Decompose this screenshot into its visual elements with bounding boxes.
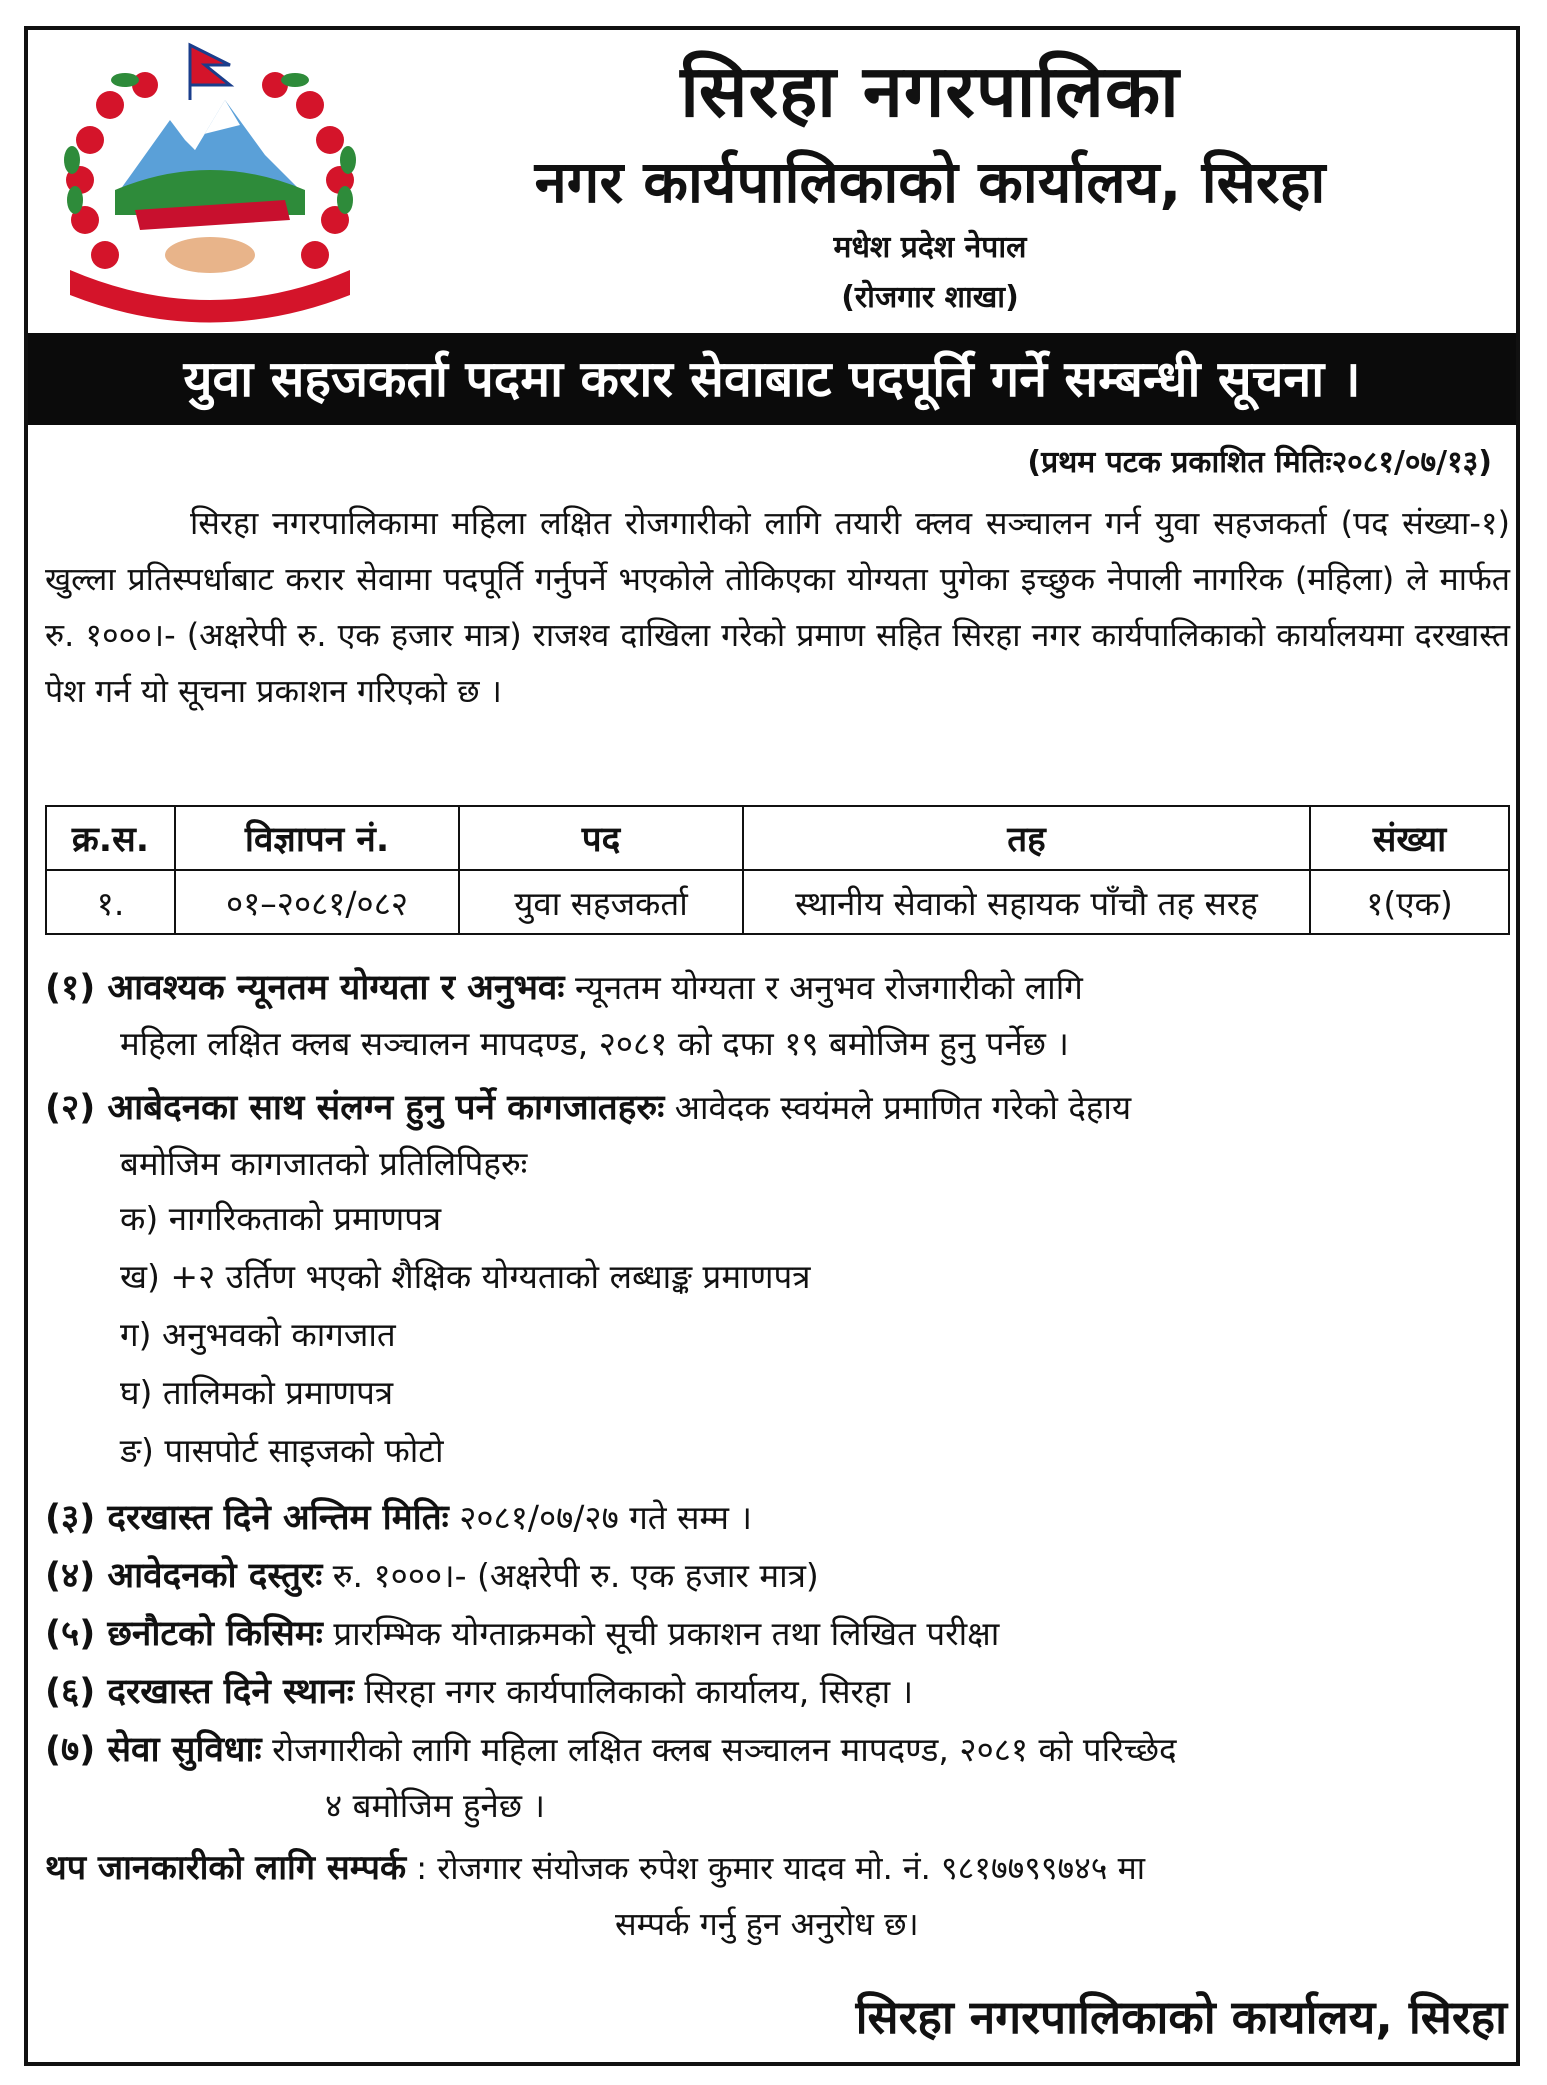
section-text: प्रारम्भिक योग्ताक्रमको सूची प्रकाशन तथा लिखित परीक्षा (333, 1614, 1000, 1653)
nepal-emblem-icon (50, 40, 370, 330)
section-text: रु. १०००।- (अक्षरेपी रु. एक हजार मात्र) (332, 1556, 819, 1595)
table-header-row (46, 806, 1509, 870)
col-header-level: तह (743, 806, 1310, 870)
notice-title: युवा सहजकर्ता पदमा करार सेवाबाट पदपूर्ति गर्ने सम्बन्धी सूचना । (28, 333, 1516, 425)
section-documents (45, 1080, 1510, 1192)
branch-name: (रोजगार शाखा) (841, 280, 1019, 315)
section-heading: (२) आबेदनका साथ संलग्न हुनु पर्ने कागजातहरुः (45, 1088, 665, 1128)
section-text: २०८१/०७/२७ गते सम्म । (459, 1498, 753, 1537)
section-heading: (७) सेवा सुविधाः (45, 1730, 262, 1770)
list-item: ङ) पासपोर्ट साइजको फोटो (120, 1431, 444, 1470)
col-header-ad-no: विज्ञापन नं. (175, 806, 459, 870)
cell-count: १(एक) (1310, 870, 1509, 934)
col-header-serial: क्र.स. (46, 806, 175, 870)
table-row (46, 870, 1509, 934)
section-heading: (४) आवेदनको दस्तुरः (45, 1556, 323, 1596)
list-item: ख) +२ उर्तिण भएको शैक्षिक योग्यताको लब्धाङ्क प्रमाणपत्र (120, 1257, 811, 1296)
section-fee (45, 1548, 1510, 1604)
section-text: न्यूनतम योग्यता र अनुभव रोजगारीको लागि (574, 968, 1083, 1007)
section-place (45, 1664, 1510, 1720)
section-facilities (45, 1722, 1510, 1834)
contact-text: : रोजगार संयोजक रुपेश कुमार यादव मो. नं. ९८१७७९९७४५ मा (416, 1849, 1146, 1887)
section-text: सिरहा नगर कार्यपालिकाको कार्यालय, सिरहा । (364, 1672, 914, 1711)
cell-level: स्थानीय सेवाको सहायक पाँचौ तह सरह (743, 870, 1310, 934)
contact-heading: थप जानकारीको लागि सम्पर्क (45, 1848, 407, 1888)
province-name: मधेश प्रदेश नेपाल (833, 230, 1027, 265)
top-strip (0, 0, 1547, 14)
section-text-cont: बमोजिम कागजातको प्रतिलिपिहरुः (120, 1144, 528, 1183)
list-item: घ) तालिमको प्रमाणपत्र (120, 1373, 394, 1412)
col-header-count: संख्या (1310, 806, 1509, 870)
intro-paragraph: सिरहा नगरपालिकामा महिला लक्षित रोजगारीको लागि तयारी क्लव सञ्चालन गर्न युवा सहजकर्ता (पद संख्या-१) खुल्ला प्रतिस्पर्धाबाट करार सेवामा पदपूर्ति गर्नुपर्ने भएकोले तोकिएका योग्यता पुगेका इच्छुक नेपाली नागरिक (महिला) ले मार्फत रु. १०००।- (अक्षरेपी रु. एक हजार मात्र) राजश्व दाखिला गरेको प्रमाण सहित सिरहा नगर कार्यपालिकाको कार्यालयमा दरखास्त पेश गर्न यो सूचना प्रकाशन गरिएको छ । (45, 504, 1510, 710)
section-heading: (१) आवश्यक न्यूनतम योग्यता र अनुभवः (45, 968, 565, 1008)
cell-ad-no: ०१–२०८१/०८२ (175, 870, 459, 934)
office-name: नगर कार्यपालिकाको कार्यालय, सिरहा (534, 148, 1326, 216)
section-selection (45, 1606, 1510, 1662)
list-item: ग) अनुभवको कागजात (120, 1315, 396, 1354)
section-text-cont: ४ बमोजिम हुनेछ । (325, 1786, 545, 1825)
section-deadline (45, 1490, 1510, 1546)
vacancy-table (45, 805, 1510, 935)
publication-date: (प्रथम पटक प्रकाशित मितिः२०८१/०७/१३) (1027, 445, 1492, 480)
signature: सिरहा नगरपालिकाको कार्यालय, सिरहा (855, 1990, 1507, 2044)
list-item: क) नागरिकताको प्रमाणपत्र (120, 1199, 442, 1238)
cell-serial: १. (46, 870, 175, 934)
section-text-cont: महिला लक्षित क्लब सञ्चालन मापदण्ड, २०८१ को दफा १९ बमोजिम हुनु पर्नेछ । (120, 1024, 1069, 1063)
contact-block (45, 1840, 1510, 1952)
section-text: आवेदक स्वयंमले प्रमाणित गरेको देहाय (674, 1088, 1132, 1127)
section-text: रोजगारीको लागि महिला लक्षित क्लब सञ्चालन मापदण्ड, २०८१ को परिच्छेद (272, 1730, 1177, 1769)
org-name: सिरहा नगरपालिका (680, 49, 1180, 133)
section-qualification (45, 960, 1510, 1072)
col-header-post: पद (459, 806, 743, 870)
section-heading: (६) दरखास्त दिने स्थानः (45, 1672, 354, 1712)
contact-text-cont: सम्पर्क गर्नु हुन अनुरोध छ। (615, 1905, 919, 1943)
section-heading: (३) दरखास्त दिने अन्तिम मितिः (45, 1498, 449, 1538)
section-heading: (५) छनौटको किसिमः (45, 1614, 323, 1654)
cell-post: युवा सहजकर्ता (459, 870, 743, 934)
